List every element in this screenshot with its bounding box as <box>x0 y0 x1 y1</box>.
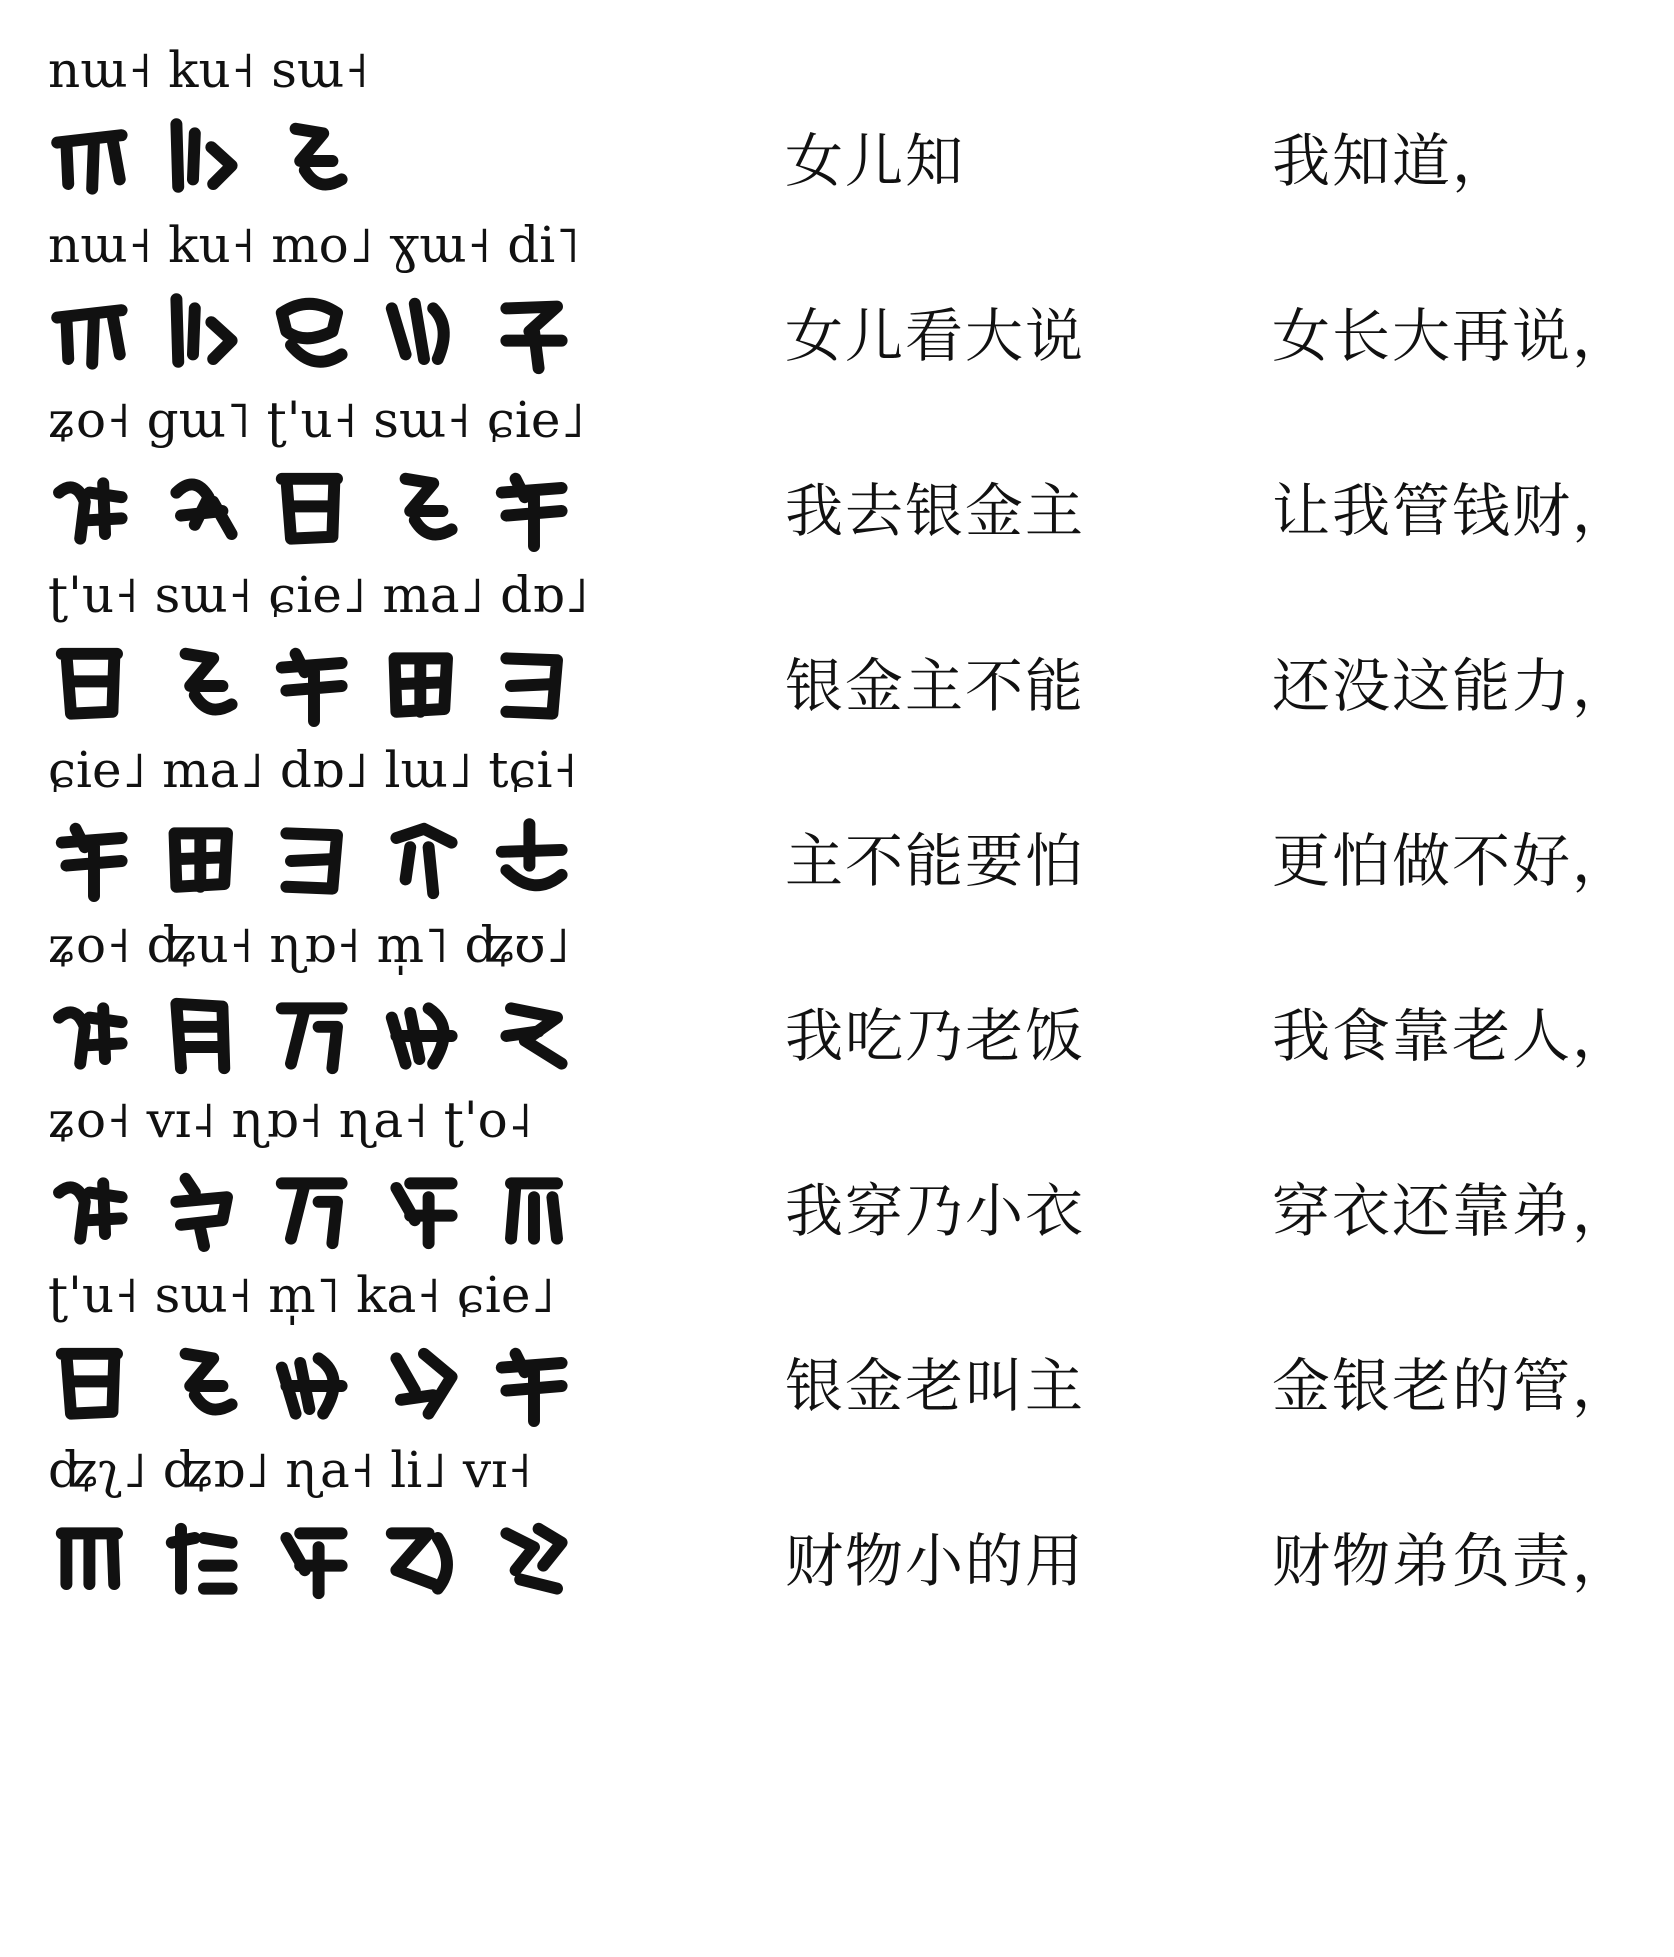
nushu-glyph-tu-icon <box>268 461 378 561</box>
nushu-glyph-yw-icon <box>378 286 488 386</box>
free-translation: 更怕做不好， <box>1272 827 1633 895</box>
ipa-transcription: ʑo˧ gɯ˥ ʈ'u˧ sɯ˧ ɕie˩ <box>48 391 586 449</box>
nushu-glyph-cie-icon <box>268 636 378 736</box>
nushu-glyph-dzi-icon <box>48 1511 158 1611</box>
nushu-glyph-ma-icon <box>378 636 488 736</box>
literal-translation: 女儿看大说 <box>785 302 1086 370</box>
literal-translation: 银金老叫主 <box>785 1352 1086 1420</box>
literal-translation: 女儿知 <box>785 127 966 195</box>
ipa-transcription: ʑo˧ vɪ˨ ɳɒ˧ ɳa˧ ʈ'o˨ <box>48 1091 533 1149</box>
nushu-glyph-na-icon <box>378 1161 488 1261</box>
nushu-glyph-zo-icon <box>48 461 158 561</box>
literal-translation: 银金主不能 <box>785 652 1086 720</box>
nushu-glyph-cie-icon <box>48 811 158 911</box>
nushu-glyph-do-icon <box>488 636 598 736</box>
nushu-glyph-dzo-icon <box>488 986 598 1086</box>
nushu-glyph-no-icon <box>268 1161 378 1261</box>
free-translation: 让我管钱财， <box>1272 477 1633 545</box>
nushu-glyph-ma-icon <box>158 811 268 911</box>
nushu-glyph-dzu-icon <box>158 986 268 1086</box>
ipa-transcription: ʈ'u˧ sɯ˧ m̩˥ ka˧ ɕie˩ <box>48 1266 556 1324</box>
nushu-glyph-tu-icon <box>48 1336 158 1436</box>
ipa-transcription: ʥʅ˩ ʥɒ˩ ɳa˧ li˩ vɪ˧ <box>48 1441 532 1499</box>
literal-translation: 财物小的用 <box>785 1527 1086 1595</box>
nushu-glyph-line <box>48 981 598 1091</box>
nushu-glyph-no-icon <box>268 986 378 1086</box>
nushu-glyph-nu-icon <box>48 286 158 386</box>
nushu-glyph-line <box>48 1156 598 1266</box>
free-translation: 穿衣还靠弟， <box>1272 1177 1633 1245</box>
nushu-glyph-sw-icon <box>378 461 488 561</box>
nushu-glyph-ku-icon <box>158 286 268 386</box>
nushu-glyph-tci-icon <box>488 811 598 911</box>
literal-translation: 我穿乃小衣 <box>785 1177 1086 1245</box>
nushu-glyph-line <box>48 1331 598 1441</box>
nushu-glyph-line <box>48 281 598 391</box>
nushu-glyph-sw-icon <box>268 111 378 211</box>
nushu-glyph-do-icon <box>268 811 378 911</box>
ipa-transcription: ɕie˩ ma˩ dɒ˩ lɯ˩ tɕi˧ <box>48 741 578 799</box>
free-translation: 财物弟负责， <box>1272 1527 1633 1595</box>
nushu-glyph-line <box>48 631 598 741</box>
nushu-glyph-gw-icon <box>158 461 268 561</box>
nushu-glyph-lw-icon <box>378 811 488 911</box>
free-translation: 还没这能力， <box>1272 652 1633 720</box>
nushu-glyph-zo-icon <box>48 1161 158 1261</box>
nushu-glyph-vi2-icon <box>488 1511 598 1611</box>
nushu-glyph-cie-icon <box>488 1336 598 1436</box>
nushu-glyph-line <box>48 1506 598 1616</box>
nushu-glyph-line <box>48 806 598 916</box>
nushu-glyph-di-icon <box>488 286 598 386</box>
nushu-glyph-ku-icon <box>158 111 268 211</box>
nushu-glyph-na-icon <box>268 1511 378 1611</box>
ipa-transcription: ʑo˧ ʥu˧ ɳɒ˧ m̩˥ ʥʊ˩ <box>48 916 571 974</box>
nushu-glyph-cie-icon <box>488 461 598 561</box>
nushu-glyph-zo-icon <box>48 986 158 1086</box>
nushu-glyph-ka-icon <box>378 1336 488 1436</box>
ipa-transcription: ʈ'u˧ sɯ˧ ɕie˩ ma˩ dɒ˩ <box>48 566 589 624</box>
nushu-glyph-to-icon <box>488 1161 598 1261</box>
free-translation: 女长大再说， <box>1272 302 1633 370</box>
nushu-glyph-sw-icon <box>158 1336 268 1436</box>
nushu-glyph-sw-icon <box>158 636 268 736</box>
nushu-glyph-line <box>48 456 598 566</box>
nushu-glyph-tu-icon <box>48 636 158 736</box>
verse-row <box>0 1430 1674 1650</box>
nushu-glyph-m-icon <box>268 1336 378 1436</box>
nushu-glyph-nu-icon <box>48 111 158 211</box>
literal-translation: 我吃乃老饭 <box>785 1002 1086 1070</box>
nushu-glyph-li-icon <box>378 1511 488 1611</box>
ipa-transcription: nɯ˧ ku˧ sɯ˧ <box>48 41 369 99</box>
nushu-glyph-mo-icon <box>268 286 378 386</box>
free-translation: 金银老的管， <box>1272 1352 1633 1420</box>
free-translation: 我食靠老人， <box>1272 1002 1633 1070</box>
nushu-glyph-line <box>48 106 378 216</box>
ipa-transcription: nɯ˧ ku˧ mo˩ ɣɯ˧ di˥ <box>48 216 580 274</box>
nushu-glyph-m-icon <box>378 986 488 1086</box>
nushu-glyph-dzo2-icon <box>158 1511 268 1611</box>
literal-translation: 主不能要怕 <box>785 827 1086 895</box>
free-translation: 我知道， <box>1272 127 1513 195</box>
literal-translation: 我去银金主 <box>785 477 1086 545</box>
nushu-glyph-vi-icon <box>158 1161 268 1261</box>
